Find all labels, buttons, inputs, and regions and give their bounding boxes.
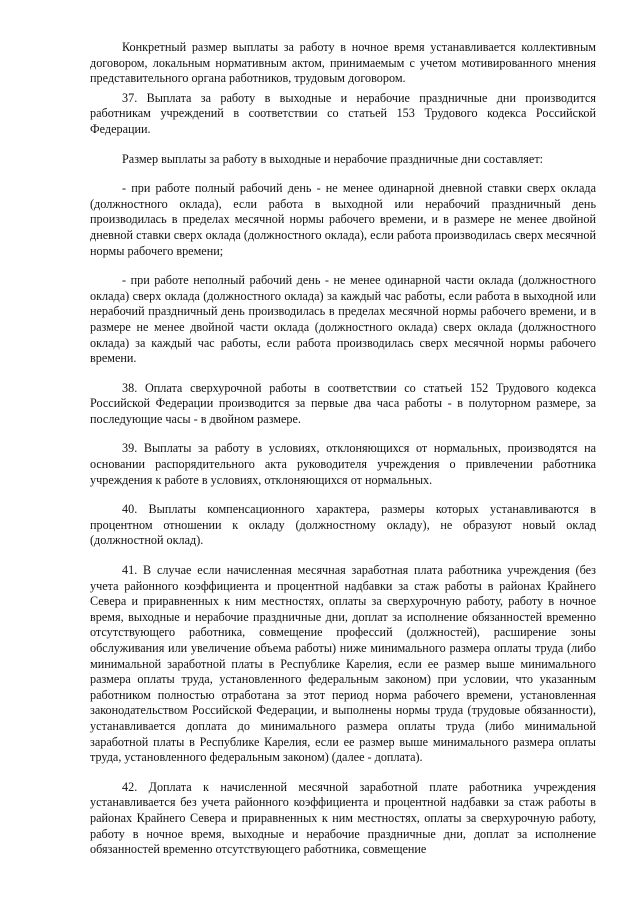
paragraph-weekend-pay-intro: Размер выплаты за работу в выходные и нерабочие праздничные дни составляет:: [122, 151, 544, 166]
paragraph-42: 42. Доплата к начисленной месячной заработной плате работника учреждения устанавливается без учета районного коэффициента и процентной надбавки за стаж работы в районах Крайнего Севера и приравненных к ним местностях, оплаты за сверхурочную работу, работу в ночное время, выходные и нерабочие праздничные дни, доплат за исполнение обязанностей временно отсутствующего работника, совмещение: [90, 779, 596, 857]
paragraph-night-work-amount: Конкретный размер выплаты за работу в ночное время устанавливается коллективным договором, локальным нормативным актом, принимаемым с учетом мотивированного мнения представительного органа работников, трудовым договором.: [90, 40, 596, 86]
paragraph-39: 39. Выплаты за работу в условиях, отклоняющихся от нормальных, производятся на основании распорядительного акта руководителя учреждения о привлечении работника учреждения к работе в условиях, отклоняющихся от нормальных.: [90, 441, 596, 487]
paragraph-41: 41. В случае если начисленная месячная заработная плата работника учреждения (без учета районного коэффициента и процентной надбавки за стаж работы в районах Крайнего Севера и приравненных к ним местностях, оплаты за сверхурочную работу, работу в ночное время, выходные и нерабочие праздничные дни, доплат за исполнение обязанностей временно отсутствующего работника, совмещение профессий (должностей), расширение зоны обслуживания или увеличение объема работы) ниже минимального размера оплаты труда (либо минимальной заработной платы в Республике Карелия, если ее размер выше минимального размера оплаты труда, установленного федеральным законом) при условии, что указанным работником полностью отработана за этот период норма рабочего времени, установленная законодательством Российской Федерации, и выполнены нормы труда (трудовые обязанности), устанавливается доплата до минимального размера оплаты труда (либо минимальной заработной платы в Республике Карелия, если ее размер выше минимального размера оплаты труда, установленного федеральным законом) (далее - доплата).: [90, 563, 596, 765]
paragraph-37: 37. Выплата за работу в выходные и нерабочие праздничные дни производится работникам учреждений в соответствии со статьей 153 Трудового кодекса Российской Федерации.: [90, 90, 596, 136]
paragraph-38: 38. Оплата сверхурочной работы в соответствии со статьей 152 Трудового кодекса Российской Федерации производится за первые два часа работы - в полуторном размере, за последующие часы - в двойном размере.: [90, 380, 596, 426]
paragraph-full-day-work: - при работе полный рабочий день - не менее одинарной дневной ставки сверх оклада (должностного оклада), если работа в выходной или нерабочий праздничный день производилась в пределах месячной нормы рабочего времени, и в размере не менее двойной дневной ставки сверх оклада (должностного оклада), если работа производилась сверх месячной нормы рабочего времени;: [90, 181, 596, 258]
paragraph-part-day-work: - при работе неполный рабочий день - не менее одинарной части оклада (должностного оклада) сверх оклада (должностного оклада) за каждый час работы, если работа в выходной или нерабочий праздничный день производилась в пределах месячной нормы рабочего времени, и в размере не менее двойной части оклада (должностного оклада) сверх оклада (должностного оклада) за каждый час работы, если работа производилась сверх месячной нормы рабочего времени.: [90, 273, 596, 366]
paragraph-40: 40. Выплаты компенсационного характера, размеры которых устанавливаются в процентном отношении к окладу (должностному окладу), не образуют новый оклад (должностной оклад).: [90, 502, 596, 548]
